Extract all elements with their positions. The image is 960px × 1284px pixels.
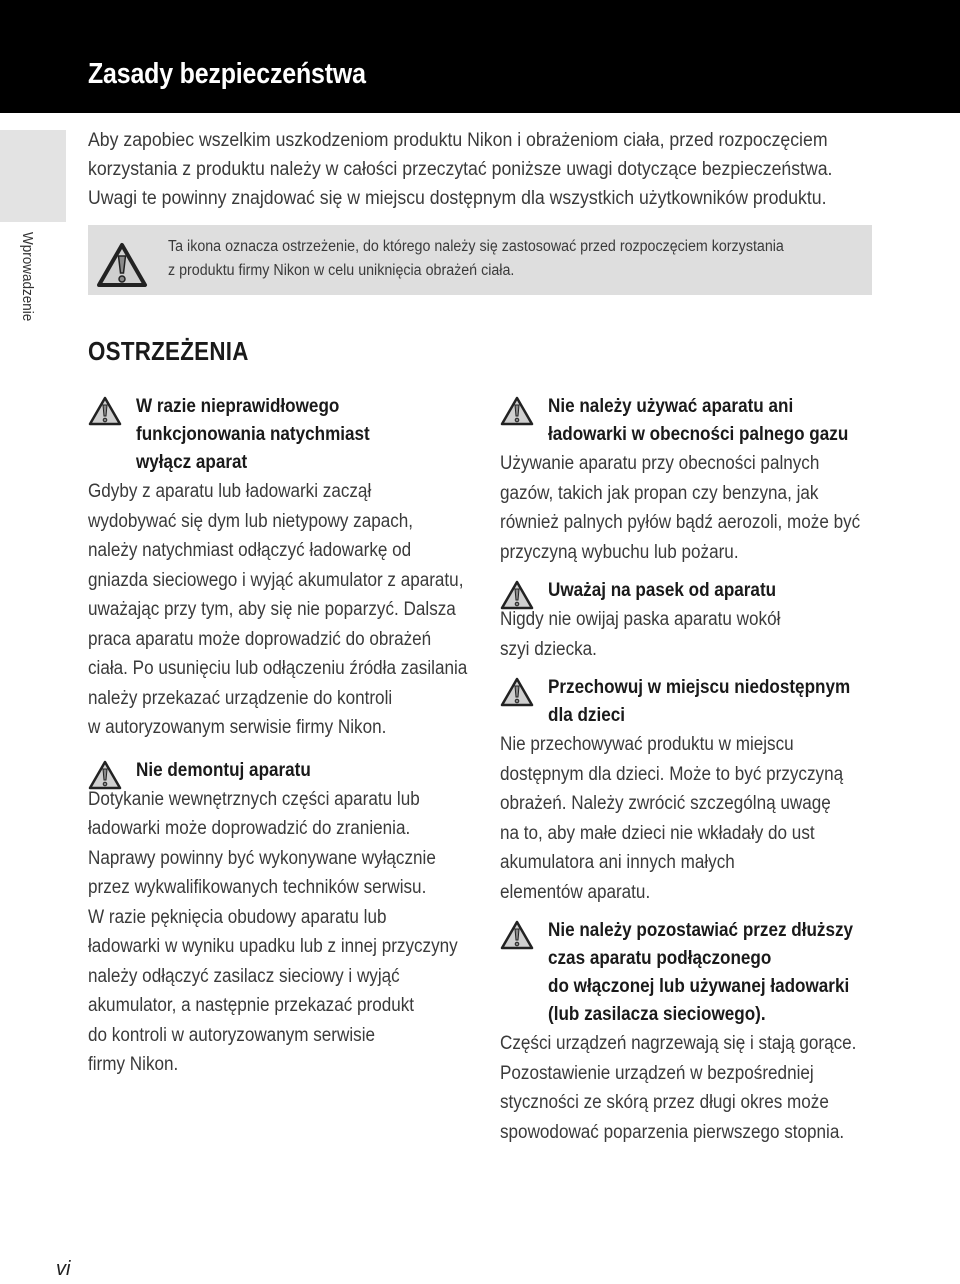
warning-body-line: Naprawy powinny być wykonywane wyłącznie [88, 847, 436, 869]
warning-block [88, 393, 478, 743]
warning-block [500, 393, 930, 567]
warning-title-line: (lub zasilacza sieciowego). [548, 1004, 766, 1025]
warning-body-line: spowodować poparzenia pierwszego stopnia. [500, 1121, 845, 1143]
warning-note-text [168, 235, 837, 283]
warning-body-line: elementów aparatu. [500, 881, 651, 903]
warning-title [548, 577, 930, 605]
warning-title [548, 917, 930, 1029]
warning-body-line: Nigdy nie owijaj paska aparatu wokół [500, 609, 781, 630]
side-tab-label: Wprowadzenie [19, 232, 36, 322]
warning-body-line: akumulatora ani innych małych [500, 852, 735, 873]
warning-title-line: funkcjonowania natychmiast [136, 424, 370, 445]
warning-title-line: Nie demontuj aparatu [136, 759, 311, 781]
warning-body-line: styczności ze skórą przez długi okres może [500, 1092, 829, 1113]
warning-title-line: czas aparatu podłączonego [548, 948, 772, 969]
warning-body-line: również palnych pyłów bądź aerozoli, może być [500, 512, 861, 533]
warning-triangle-icon [88, 396, 122, 426]
warning-title-line: ładowarki w obecności palnego gazu [548, 424, 849, 445]
warning-note-box [88, 225, 872, 295]
warning-body-line: Pozostawienie urządzeń w bezpośredniej [500, 1062, 814, 1084]
warning-title [548, 674, 930, 730]
intro-paragraph [88, 126, 928, 213]
warning-body-line: Dotykanie wewnętrznych części aparatu lub [88, 788, 420, 810]
warning-body [500, 449, 930, 567]
intro-line: korzystania z produktu należy w całości przeczytać poniższe uwagi dotyczące bezpieczeństwa. [88, 159, 833, 180]
warning-body-line: w autoryzowanym serwisie firmy Nikon. [88, 717, 387, 738]
page-title: Zasady bezpieczeństwa [88, 58, 366, 90]
warning-heading [500, 674, 930, 730]
note-line: Ta ikona oznacza ostrzeżenie, do którego należy się zastosować przed rozpoczęciem korzystania [168, 238, 784, 255]
warning-body-line: dostępnym dla dzieci. Może to być przyczyną [500, 763, 844, 785]
warning-title-line: Przechowuj w miejscu niedostępnym [548, 677, 851, 698]
warning-body-line: uważając przy tym, aby się nie poparzyć. Dalsza [88, 599, 456, 620]
warning-body-line: na to, aby małe dzieci nie wkładały do ust [500, 822, 815, 844]
warning-title [136, 393, 478, 477]
warning-title-line: Nie należy pozostawiać przez dłuższy [548, 920, 854, 941]
warning-body-line: przyczyną wybuchu lub pożaru. [500, 541, 739, 563]
right-column [500, 393, 930, 1147]
warning-body-line: należy natychmiast odłączyć ładowarkę od [88, 540, 412, 561]
warning-body-line: Części urządzeń nagrzewają się i stają gorące. [500, 1033, 857, 1054]
warning-title [548, 393, 930, 449]
warning-title-line: Uważaj na pasek od aparatu [548, 580, 777, 601]
warning-title-line: W razie nieprawidłowego [136, 396, 340, 417]
header-bar [0, 0, 960, 113]
warning-title [136, 757, 478, 785]
warning-body-line: ciała. Po usunięciu lub odłączeniu źródła zasilania [88, 658, 468, 679]
warning-body [88, 477, 478, 743]
warning-body-line: obrażeń. Należy zwrócić szczególną uwagę [500, 793, 831, 814]
warning-heading [500, 393, 930, 449]
warning-title-line: do włączonej lub używanej ładowarki [548, 976, 850, 997]
warning-body [88, 785, 478, 1080]
warning-block [500, 674, 930, 907]
warning-triangle-icon [500, 677, 534, 707]
warning-heading [500, 577, 930, 605]
warning-title-line: Nie należy używać aparatu ani [548, 396, 794, 417]
warning-title-line: wyłącz aparat [136, 452, 248, 473]
warning-body-line: Używanie aparatu przy obecności palnych [500, 453, 820, 474]
warning-title-line: dla dzieci [548, 705, 625, 726]
warning-body-line: ładowarki w wyniku upadku lub z innej przyczyny [88, 936, 458, 957]
warning-body-line: Gdyby z aparatu lub ładowarki zaczął [88, 481, 372, 502]
section-title: OSTRZEŻENIA [88, 336, 249, 366]
warning-body-line: ładowarki może doprowadzić do zranienia. [88, 818, 411, 839]
warning-body-line: szyi dziecka. [500, 638, 597, 660]
warning-heading [88, 757, 478, 785]
warning-body-line: W razie pęknięcia obudowy aparatu lub [88, 906, 387, 928]
warning-triangle-icon [96, 242, 148, 288]
warning-body-line: Nie przechowywać produktu w miejscu [500, 734, 794, 755]
note-line: z produktu firmy Nikon w celu uniknięcia obrażeń ciała. [168, 262, 515, 279]
warning-body-line: przez wykwalifikowanych techników serwisu. [88, 877, 427, 898]
warning-block [88, 757, 478, 1080]
warning-block [500, 577, 930, 664]
warning-heading [500, 917, 930, 1029]
warning-body-line: do kontroli w autoryzowanym serwisie [88, 1024, 376, 1046]
warning-body-line: gazów, takich jak propan czy benzyna, jak [500, 482, 819, 504]
warning-block [500, 917, 930, 1147]
warning-body-line: gniazda sieciowego i wyjąć akumulator z aparatu, [88, 569, 464, 591]
side-tab [0, 130, 66, 222]
warning-body-line: wydobywać się dym lub nietypowy zapach, [88, 510, 414, 532]
warning-body-line: praca aparatu może doprowadzić do obrażeń [88, 628, 432, 650]
left-column [88, 393, 478, 1080]
warning-body [500, 605, 930, 664]
warning-body-line: akumulator, a następnie przekazać produkt [88, 995, 415, 1016]
page-number: vi [56, 1258, 71, 1280]
warning-body-line: należy odłączyć zasilacz sieciowy i wyjąć [88, 965, 400, 987]
warning-triangle-icon [500, 396, 534, 426]
warning-heading [88, 393, 478, 477]
warning-body-line: należy przekazać urządzenie do kontroli [88, 687, 393, 709]
intro-line: Uwagi te powinny znajdować się w miejscu dostępnym dla wszystkich użytkowników produktu. [88, 188, 827, 209]
warning-body-line: firmy Nikon. [88, 1054, 179, 1075]
warning-body [500, 730, 930, 907]
warning-body [500, 1029, 930, 1147]
warning-triangle-icon [500, 920, 534, 950]
intro-line: Aby zapobiec wszelkim uszkodzeniom produktu Nikon i obrażeniom ciała, przed rozpoczęciem [88, 130, 828, 151]
